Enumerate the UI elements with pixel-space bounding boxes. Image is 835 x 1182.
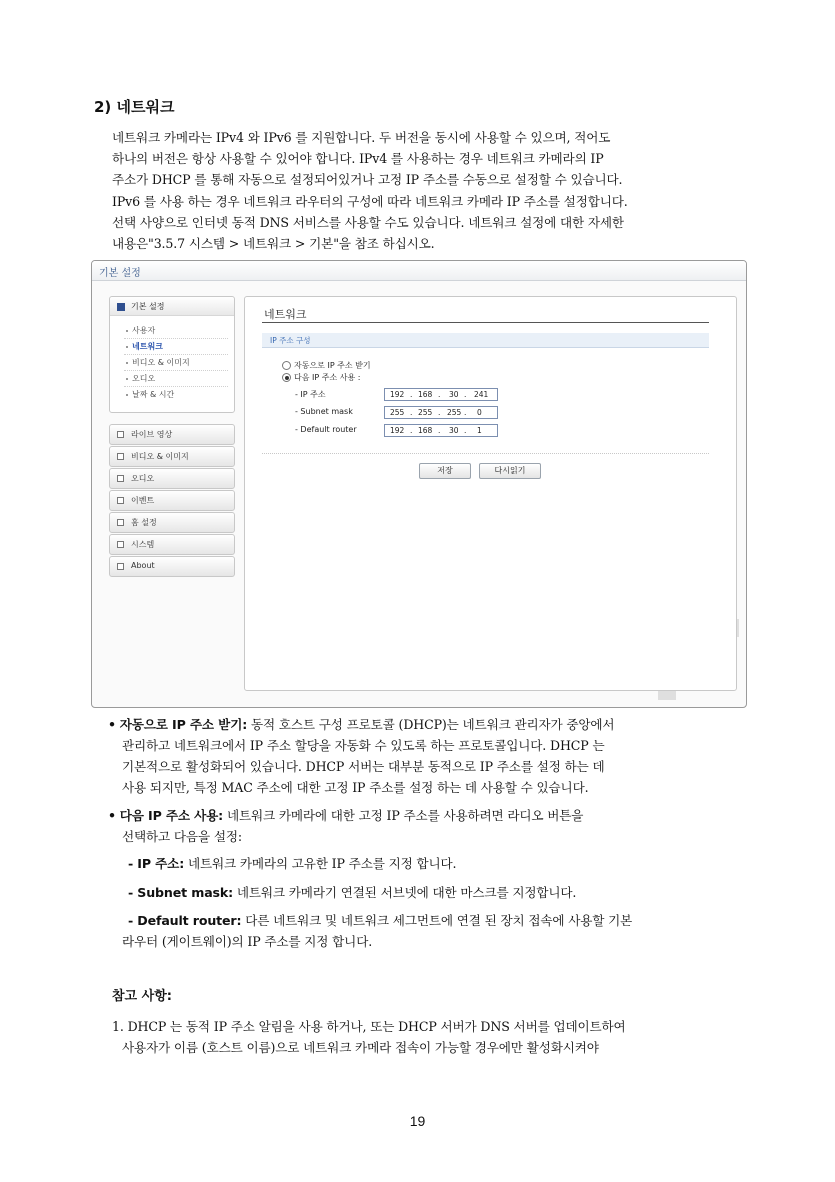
bullet-dot-icon <box>126 346 128 348</box>
ip-config-section-title: IP 주소 구성 <box>270 336 311 345</box>
sub-item-term: - Default router: <box>128 913 242 928</box>
radio-auto-ip[interactable] <box>282 361 291 370</box>
divider <box>124 338 228 339</box>
bullet-term: 자동으로 IP 주소 받기: <box>119 717 248 732</box>
menu-item-label: About <box>131 561 155 570</box>
subnet-mask-input[interactable] <box>384 406 498 419</box>
radio-auto-ip-label: 자동으로 IP 주소 받기 <box>294 361 371 370</box>
ui-screenshot-frame <box>91 260 747 708</box>
octet-dot: . <box>438 426 441 435</box>
intro-line: IPv6 를 사용 하는 경우 네트워크 라우터의 구성에 따라 네트워크 카메라 IP 주소를 설정합니다. <box>112 194 628 209</box>
intro-line: 내용은"3.5.7 시스템 > 네트워크 > 기본"을 참조 하십시오. <box>112 236 435 251</box>
bullet-text-line: 기본적으로 활성화되어 있습니다. DHCP 서버는 대부분 동적으로 IP 주소를 설정 하는 데 <box>122 759 605 774</box>
intro-line: 네트워크 카메라는 IPv4 와 IPv6 를 지원합니다. 두 버전을 동시에 사용할 수 있으며, 적어도 <box>112 130 611 145</box>
menu-item-label: 오디오 <box>131 474 155 483</box>
divider <box>124 386 228 387</box>
sidebar-item-date-time[interactable]: 날짜 & 시간 <box>132 390 175 399</box>
bullet-dot-icon <box>126 378 128 380</box>
collapsed-square-icon <box>117 431 124 438</box>
sidebar-item-network[interactable]: 네트워크 <box>132 342 163 351</box>
default-router-input[interactable] <box>384 424 498 437</box>
sidebar-group-title: 기본 설정 <box>131 302 165 311</box>
octet: 30 <box>449 390 459 399</box>
sub-item-term: - Subnet mask: <box>128 885 234 900</box>
sidebar-basic-settings <box>109 296 235 413</box>
bullet-text: 동적 호스트 구성 프로토콜 (DHCP)는 네트워크 관리자가 중앙에서 <box>250 717 615 732</box>
note-line: 사용자가 이름 (호스트 이름)으로 네트워크 카메라 접속이 가능할 경우에만 활성화시켜야 <box>122 1040 599 1055</box>
sub-item-text: 네트워크 카메라의 고유한 IP 주소를 지정 합니다. <box>187 856 457 871</box>
intro-line: 하나의 버전은 항상 사용할 수 있어야 합니다. IPv4 를 사용하는 경우 네트워크 카메라의 IP <box>112 151 604 166</box>
bullet-text-line: 선택하고 다음을 설정: <box>122 829 242 844</box>
divider <box>124 370 228 371</box>
menu-item-video-image[interactable] <box>109 446 235 467</box>
bullet-dot-icon <box>126 394 128 396</box>
page-number: 19 <box>409 1113 426 1129</box>
ip-address-label: - IP 주소 <box>295 390 326 399</box>
menu-item-label: 라이브 영상 <box>131 430 173 439</box>
octet: 241 <box>474 390 489 399</box>
sidebar-item-audio[interactable]: 오디오 <box>132 374 156 383</box>
divider <box>262 453 709 454</box>
octet: 255 <box>418 408 433 417</box>
sidebar-group-header[interactable] <box>110 297 234 316</box>
menu-item-label: 비디오 & 이미지 <box>131 452 189 461</box>
octet: 30 <box>449 426 459 435</box>
note-line: 1. DHCP 는 동적 IP 주소 알림을 사용 하거나, 또는 DHCP 서버가 DNS 서버를 업데이트하여 <box>112 1019 626 1034</box>
collapsed-square-icon <box>117 497 124 504</box>
sub-item-term: - IP 주소: <box>128 856 185 871</box>
menu-item-event[interactable] <box>109 490 235 511</box>
network-settings-panel <box>244 296 737 691</box>
octet: 255 <box>390 408 405 417</box>
octet-dot: . <box>410 426 413 435</box>
menu-item-label: 홈 설정 <box>131 518 157 527</box>
octet: 1 <box>477 426 482 435</box>
subnet-mask-label: - Subnet mask <box>295 407 353 416</box>
ip-config-section-bar <box>262 333 709 348</box>
bullet-dot: • <box>108 717 116 732</box>
octet: 0 <box>477 408 482 417</box>
ip-address-input[interactable] <box>384 388 498 401</box>
sub-item-ip-address <box>128 853 456 872</box>
content-title: 네트워크 <box>264 308 307 321</box>
octet-dot: . <box>410 408 413 417</box>
menu-item-home-settings[interactable] <box>109 512 235 533</box>
sub-item-default-router <box>128 910 632 929</box>
intro-line: 주소가 DHCP 를 통해 자동으로 설정되어있거나 고정 IP 주소를 수동으로 설정할 수 있습니다. <box>112 172 623 187</box>
note-heading: 참고 사항: <box>112 989 172 1004</box>
save-button[interactable]: 저장 <box>419 463 471 479</box>
expanded-square-icon <box>117 303 125 311</box>
menu-item-live-view[interactable] <box>109 424 235 445</box>
octet: 255 <box>447 408 462 417</box>
divider <box>124 354 228 355</box>
bullet-auto-ip <box>108 714 614 733</box>
menu-item-label: 시스템 <box>131 540 155 549</box>
bullet-dot-icon <box>126 330 128 332</box>
section-title: 2) 네트워크 <box>94 98 175 116</box>
collapsed-square-icon <box>117 453 124 460</box>
menu-item-system[interactable] <box>109 534 235 555</box>
bullet-text: 네트워크 카메라에 대한 고정 IP 주소를 사용하려면 라디오 버튼을 <box>226 808 584 823</box>
sub-item-text: 네트워크 카메라기 연결된 서브넷에 대한 마스크를 지정합니다. <box>236 885 577 900</box>
octet-dot: . <box>438 408 441 417</box>
collapsed-square-icon <box>117 475 124 482</box>
default-router-label: - Default router <box>295 425 357 434</box>
menu-item-audio[interactable] <box>109 468 235 489</box>
ui-header <box>92 261 746 281</box>
menu-item-label: 이벤트 <box>131 496 155 505</box>
collapsed-square-icon <box>117 563 124 570</box>
bullet-term: 다음 IP 주소 사용: <box>119 808 224 823</box>
bullet-manual-ip <box>108 805 583 824</box>
radio-manual-ip-label: 다음 IP 주소 사용 : <box>294 373 361 382</box>
bullet-dot-icon <box>126 362 128 364</box>
octet: 168 <box>418 426 433 435</box>
octet: 192 <box>390 426 405 435</box>
ui-header-title: 기본 설정 <box>99 268 141 279</box>
sub-item-continuation: 라우터 (게이트웨이)의 IP 주소를 지정 합니다. <box>122 934 373 949</box>
octet-dot: . <box>464 408 467 417</box>
intro-line: 선택 사양으로 인터넷 동적 DNS 서비스를 사용할 수도 있습니다. 네트워크 설정에 대한 자세한 <box>112 215 624 230</box>
octet-dot: . <box>464 390 467 399</box>
bullet-text-line: 관리하고 네트워크에서 IP 주소 할당을 자동화 수 있도록 하는 프로토콜입니다. DHCP 는 <box>122 738 605 753</box>
sidebar-item-video-image[interactable]: 비디오 & 이미지 <box>132 358 190 367</box>
bullet-dot: • <box>108 808 116 823</box>
collapsed-square-icon <box>117 519 124 526</box>
collapsed-square-icon <box>117 541 124 548</box>
sub-item-subnet-mask <box>128 882 576 901</box>
bullet-text-line: 사용 되지만, 특정 MAC 주소에 대한 고정 IP 주소를 설정 하는 데 사용할 수 있습니다. <box>122 780 589 795</box>
menu-item-about[interactable] <box>109 556 235 577</box>
octet: 192 <box>390 390 405 399</box>
octet-dot: . <box>464 426 467 435</box>
reload-button[interactable]: 다시읽기 <box>479 463 541 479</box>
sub-item-text: 다른 네트워크 및 네트워크 세그먼트에 연결 된 장치 접속에 사용할 기본 <box>245 913 633 928</box>
sidebar-item-users[interactable]: 사용자 <box>132 326 156 335</box>
octet-dot: . <box>438 390 441 399</box>
octet: 168 <box>418 390 433 399</box>
radio-manual-ip[interactable] <box>282 373 291 382</box>
divider <box>262 322 709 323</box>
octet-dot: . <box>410 390 413 399</box>
